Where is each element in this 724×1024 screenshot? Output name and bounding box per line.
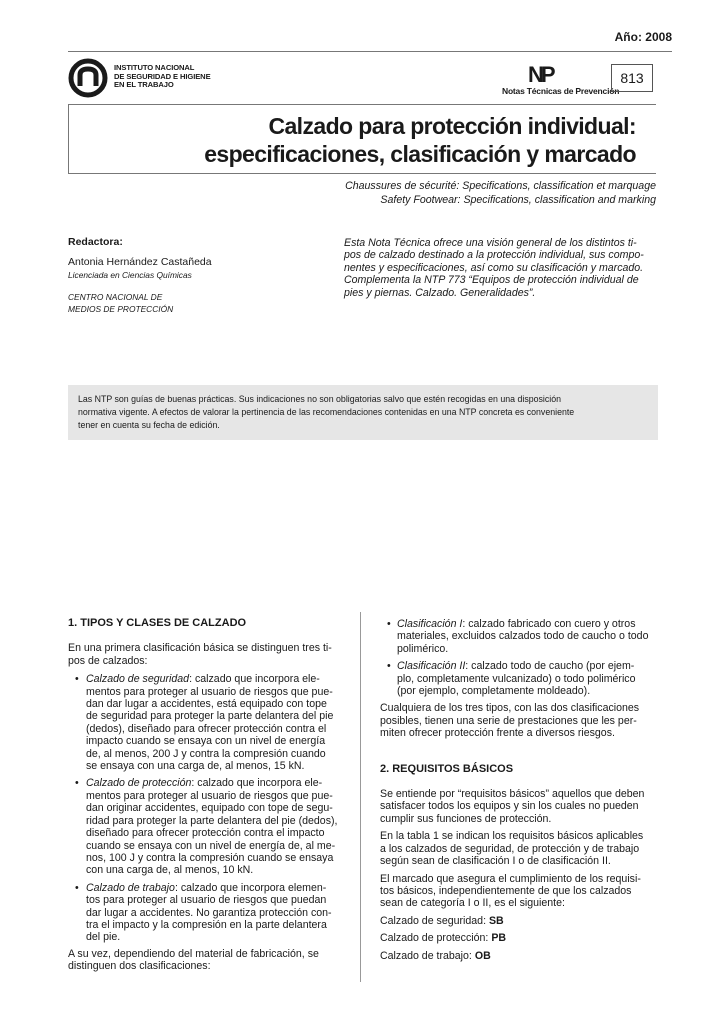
marking-code: PB	[491, 932, 507, 945]
abstract-line: pies y piernas. Calzado. Generalidades”.	[344, 286, 536, 299]
text-line: plo, completamente vulcanizado) o todo polimérico	[397, 672, 636, 685]
institute-name	[114, 64, 211, 90]
notice-box	[68, 385, 658, 440]
np-logo	[528, 62, 553, 88]
bullet-clasificacion-1	[380, 618, 658, 655]
np-logo-text: NP	[528, 62, 553, 87]
text-line: (dedos), diseñado para ofrecer protección contra el	[86, 722, 327, 735]
text-line: tos para proteger al usuario de riesgos que puedan	[86, 894, 327, 907]
bullet-calzado-seguridad	[68, 673, 344, 772]
institute-line: INSTITUTO NACIONAL	[114, 63, 195, 72]
subtitle-french: Chaussures de sécurité: Specifications, classification et marquage	[345, 180, 656, 192]
bullet-text: : calzado que incorpora ele-	[191, 777, 323, 790]
text-line: impacto cuando se ensaya con un nivel de energía	[86, 735, 326, 748]
section-1-closing	[68, 948, 344, 973]
text-line: de seguridad para proteger la parte delantera del pie	[86, 710, 334, 723]
bullet-icon: •	[387, 660, 391, 673]
abstract-line: nentes y especificaciones, así como su clasificación y marcado.	[344, 261, 644, 274]
notice-line: Las NTP son guías de buenas prácticas. Sus indicaciones no son obligatorias salvo que estén recogidas en una disposición	[78, 394, 561, 404]
text-line: A su vez, dependiendo del material de fabricación, se	[68, 947, 319, 960]
abstract-line: Complementa la NTP 773 “Equipos de protección individual de	[344, 274, 639, 287]
text-line: (por ejemplo, completamente moldeado).	[397, 685, 591, 698]
insht-logo-icon	[68, 58, 112, 98]
text-line: miten ofrecer protección frente a diversos riesgos.	[380, 727, 615, 740]
author-name: Antonia Hernández Castañeda	[68, 256, 212, 268]
bullet-icon: •	[75, 777, 79, 790]
marking-label: Calzado de trabajo:	[380, 949, 475, 962]
paragraph	[380, 788, 658, 825]
marking-item	[380, 932, 658, 944]
bullet-icon: •	[75, 881, 79, 894]
paragraph	[380, 873, 658, 910]
np-caption: Notas Técnicas de Prevención	[502, 86, 620, 96]
left-column	[68, 617, 344, 973]
text-line: del pie.	[86, 931, 121, 944]
title-box	[68, 104, 656, 174]
section-1-heading: 1. TIPOS Y CLASES DE CALZADO	[68, 617, 247, 629]
bullet-calzado-proteccion	[68, 777, 344, 876]
text-line: satisfacer todos los equipos y sin los cuales no pueden	[380, 800, 639, 813]
bullet-term: Calzado de trabajo	[86, 881, 175, 894]
text-line: se ensaya con una carga de, al menos, 15 kN.	[86, 760, 305, 773]
center-line: CENTRO NACIONAL DE	[68, 292, 163, 302]
text-line: tra el impacto y la compresión en la parte delantera	[86, 918, 327, 931]
marking-label: Calzado de protección:	[380, 932, 492, 945]
section-2-heading: 2. REQUISITOS BÁSICOS	[380, 762, 514, 775]
text-line: con una carga de, al menos, 10 kN.	[86, 864, 254, 877]
text-line: polimérico.	[397, 642, 449, 655]
text-line: Se entiende por “requisitos básicos” aquellos que deben	[380, 788, 645, 801]
text-line: cumplir sus funciones de protección.	[380, 812, 552, 825]
bullet-text: : calzado que incorpora elemen-	[174, 881, 327, 894]
marking-item	[380, 915, 658, 927]
text-line: diseñado para ofrecer protección contra el impacto	[86, 827, 325, 840]
marking-item	[380, 950, 658, 962]
paragraph	[380, 830, 658, 867]
bullet-term: Clasificación II	[397, 660, 466, 673]
text-line: mentos para proteger al usuario de riesgos que pue-	[86, 685, 333, 698]
institute-line: DE SEGURIDAD E HIGIENE	[114, 71, 211, 81]
notice-line: normativa vigente. A efectos de valorar la pertinencia de las recomendaciones contenidas en una NTP concreta es conveniente	[78, 407, 575, 418]
text-line: materiales, excluidos calzados todo de caucho o todo	[397, 630, 649, 643]
bullet-clasificacion-2	[380, 660, 658, 697]
marking-code: OB	[474, 949, 491, 962]
bullet-icon: •	[387, 618, 391, 630]
text-line: tos básicos, independientemente de que los calzados	[380, 884, 632, 897]
title-line-1: Calzado para protección individual:	[268, 113, 636, 139]
text-line: sean de categoría I o II, es el siguiente:	[380, 897, 565, 910]
abstract	[344, 237, 658, 299]
text-line: posibles, tienen una serie de prestaciones que les per-	[380, 714, 637, 727]
author-degree: Licenciada en Ciencias Químicas	[68, 270, 192, 280]
author-label: Redactora:	[68, 236, 123, 248]
center-line: MEDIOS DE PROTECCIÓN	[68, 304, 174, 314]
bullet-text: : calzado fabricado con cuero y otros	[462, 618, 636, 630]
publication-year: Año: 2008	[614, 30, 672, 44]
ntp-number: 813	[611, 64, 653, 92]
institute-line: EN EL TRABAJO	[114, 80, 174, 90]
header-rule	[68, 51, 672, 52]
author-block	[68, 236, 318, 315]
bullet-calzado-trabajo	[68, 882, 344, 944]
subtitle-english: Safety Footwear: Specifications, classification and marking	[380, 194, 656, 206]
section-1-intro	[68, 642, 344, 667]
text-line: mentos para proteger al usuario de riesgos que pue-	[86, 789, 333, 802]
marking-label: Calzado de seguridad:	[380, 914, 489, 927]
right-column	[380, 618, 658, 962]
text-line: de, al menos, 200 J y contra la compresión cuando	[86, 747, 326, 760]
abstract-line: pos de calzado destinado a la protección individual, sus compo-	[344, 249, 644, 262]
text-line: Cualquiera de los tres tipos, con las dos clasificaciones	[380, 702, 640, 715]
text-line: dan dar lugar a accidentes, está equipado con tope	[86, 698, 327, 711]
text-line: a los calzados de seguridad, de protección y de trabajo	[380, 842, 640, 855]
bullet-term: Calzado de seguridad	[86, 673, 190, 686]
marking-code: SB	[488, 914, 504, 927]
text-line: nos, 100 J y contra la compresión cuando se ensaya	[86, 851, 334, 864]
text-line: dar lugar a accidentes. No garantiza protección con-	[86, 906, 332, 919]
text-line: según sean de clasificación I o de clasificación II.	[380, 855, 611, 868]
text-line: En una primera clasificación básica se distinguen tres ti-	[68, 642, 332, 655]
text-line: pos de calzados:	[68, 654, 148, 667]
column-divider	[360, 612, 361, 982]
bullet-text: : calzado que incorpora ele-	[189, 673, 320, 686]
bullet-icon: •	[75, 673, 79, 686]
title-line-2: especificaciones, clasificación y marcado	[204, 141, 636, 167]
abstract-line: Esta Nota Técnica ofrece una visión general de los distintos ti-	[344, 237, 637, 249]
notice-line: tener en cuenta su fecha de edición.	[78, 420, 220, 431]
text-line: ridad para proteger la parte delantera del pie (dedos),	[86, 814, 338, 827]
text-line: cuando se ensaya con un nivel de energía de, al me-	[86, 839, 336, 852]
author-center	[68, 291, 318, 315]
marking-list	[380, 915, 658, 962]
paragraph	[380, 702, 658, 739]
bullet-term: Clasificación I	[397, 618, 463, 630]
text-line: En la tabla 1 se indican los requisitos básicos aplicables	[380, 830, 644, 843]
bullet-term: Calzado de protección	[86, 777, 192, 790]
bullet-text: : calzado todo de caucho (por ejem-	[465, 660, 635, 673]
text-line: El marcado que asegura el cumplimiento de los requisi-	[380, 872, 641, 885]
text-line: distinguen dos clasificaciones:	[68, 960, 211, 973]
text-line: dan originar accidentes, equipado con tope de segu-	[86, 802, 333, 815]
